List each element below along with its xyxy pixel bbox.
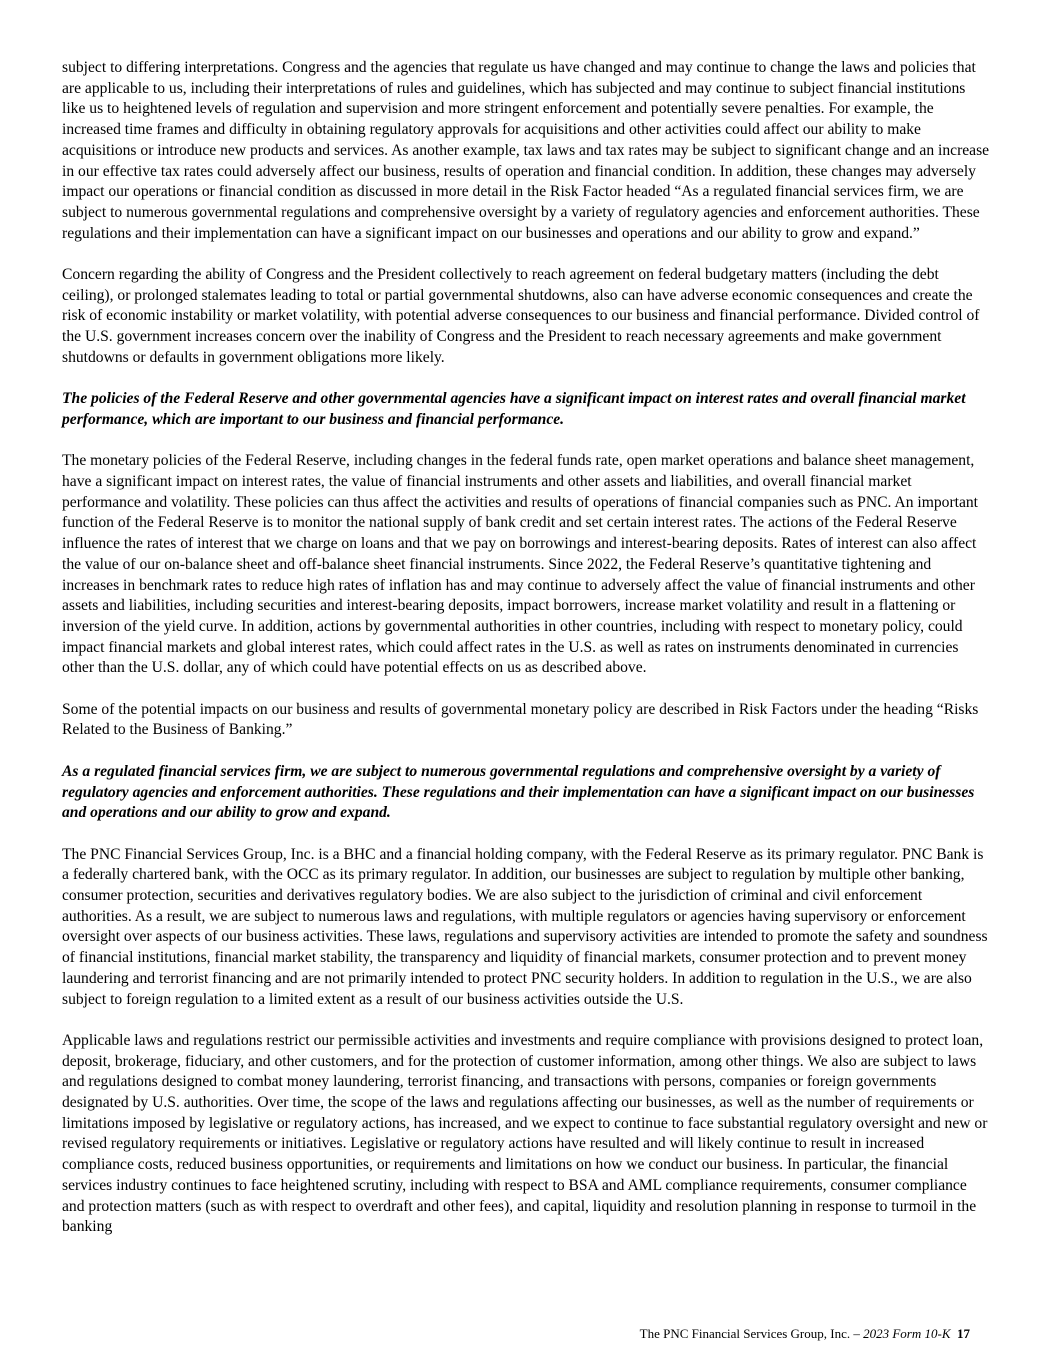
paragraph-3: The monetary policies of the Federal Reserve, including changes in the federal funds rate, open market operations and balance sheet management, have a significant impact on interest rates, the value of financial instruments and other assets and liabilities, and overall financial market performance and volatility. These policies can thus affect the activities and results of operations of financial companies such as PNC. An important function of the Federal Reserve is to monitor the national supply of bank credit and set certain interest rates. The actions of the Federal Reserve influence the rates of interest that we charge on loans and that we pay on borrowings and interest-bearing deposits. Rates of interest can also affect the value of our on-balance sheet and off-balance sheet financial instruments. Since 2022, the Federal Reserve’s quantitative tightening and increases in benchmark rates to reduce high rates of inflation has and may continue to adversely affect the value of financial instruments and other assets and liabilities, including securities and interest-bearing deposits, impact borrowers, increase market volatility and result in a flattening or inversion of the yield curve. In addition, actions by governmental authorities in other countries, including with respect to monetary policy, could impact financial markets and global interest rates, which could affect rates in the U.S. as well as rates on instruments denominated in currencies other than the U.S. dollar, any of which could have potential effects on us as described above. <box>62 452 979 677</box>
page-footer <box>500 1325 970 1343</box>
paragraph-6: Applicable laws and regulations restrict our permissible activities and investments and require compliance with provisions designed to protect loan, deposit, brokerage, fiduciary, and other customers, and for the protection of customer information, among other things. We also are subject to laws and regulations designed to combat money laundering, terrorist financing, and transactions with persons, companies or foreign governments designated by U.S. authorities. Over time, the scope of the laws and regulations affecting our businesses, as well as the number of requirements or limitations imposed by legislative or regulatory actions, has increased, and we expect to continue to face substantial regulatory oversight and new or revised regulatory requirements or initiatives. Legislative or regulatory actions have resulted and will likely continue to result in increased compliance costs, reduced business opportunities, or requirements and limitations on how we conduct our business. In particular, the financial services industry continues to face heightened scrutiny, including with respect to BSA and AML compliance requirements, consumer compliance and protection matters (such as with respect to overdraft and other fees), and capital, liquidity and resolution planning in response to turmoil in the banking <box>62 1031 988 1236</box>
footer-company: The PNC Financial Services Group, Inc. – <box>639 1326 864 1341</box>
document-body <box>62 58 992 1259</box>
section-heading-regulation: As a regulated financial services firm, we are subject to numerous governmental regulations and comprehensive oversight by a variety of regulatory agencies and enforcement authorities. These regulations and their implementation can have a significant impact on our businesses and operations and our ability to grow and expand. <box>62 762 975 822</box>
footer-form: 2023 Form 10-K <box>863 1326 951 1341</box>
paragraph-5: The PNC Financial Services Group, Inc. is a BHC and a financial holding company, with the Federal Reserve as its primary regulator. PNC Bank is a federally chartered bank, with the OCC as its primary regulator. In addition, our businesses are subject to regulation by multiple other banking, consumer protection, securities and derivatives regulatory bodies. We are also subject to the jurisdiction of criminal and civil enforcement authorities. As a result, we are subject to numerous laws and regulations, with multiple regulators or agencies having supervisory or enforcement oversight over aspects of our business activities. These laws, regulations and supervisory activities are intended to promote the safety and soundness of financial institutions, financial market stability, the transparency and liquidity of financial markets, consumer protection and to prevent money laundering and terrorist financing and are not primarily intended to protect PNC security holders. In addition to regulation in the U.S., we are also subject to foreign regulation to a limited extent as a result of our business activities outside the U.S. <box>62 845 988 1008</box>
paragraph-4: Some of the potential impacts on our business and results of governmental monetary policy are described in Risk Factors under the heading “Risks Related to the Business of Banking.” <box>62 700 979 739</box>
paragraph-1: subject to differing interpretations. Congress and the agencies that regulate us have changed and may continue to change the laws and policies that are applicable to us, including their interpretations of rules and guidelines, which has subjected and may continue to subject financial institutions like us to heightened levels of regulation and supervision and more stringent enforcement and potentially severe penalties. For example, the increased time frames and difficulty in obtaining regulatory approvals for acquisitions and other activities could affect our ability to make acquisitions or introduce new products and services. As another example, tax laws and tax rates may be subject to significant change and an increase in our effective tax rates could adversely affect our business, results of operation and financial condition. In addition, these changes may adversely impact our operations or financial condition as discussed in more detail in the Risk Factor headed “As a regulated financial services firm, we are subject to numerous governmental regulations and comprehensive oversight by a variety of regulatory agencies and enforcement authorities. These regulations and their implementation can have a significant impact on our businesses and operations and our ability to grow and expand.” <box>62 59 990 242</box>
paragraph-2: Concern regarding the ability of Congress and the President collectively to reach agreement on federal budgetary matters (including the debt ceiling), or prolonged stalemates leading to total or partial governmental shutdowns, also can have adverse economic consequences and create the risk of economic instability or market volatility, with potential adverse consequences to our business and financial performance. Divided control of the U.S. government increases concern over the inability of Congress and the President to reach necessary agreements and make government shutdowns or defaults in government obligations more likely. <box>62 266 980 366</box>
page-number: 17 <box>957 1326 970 1341</box>
section-heading-federal-reserve: The policies of the Federal Reserve and other governmental agencies have a significant impact on interest rates and overall financial market performance, which are important to our business and financial performance. <box>62 390 966 428</box>
